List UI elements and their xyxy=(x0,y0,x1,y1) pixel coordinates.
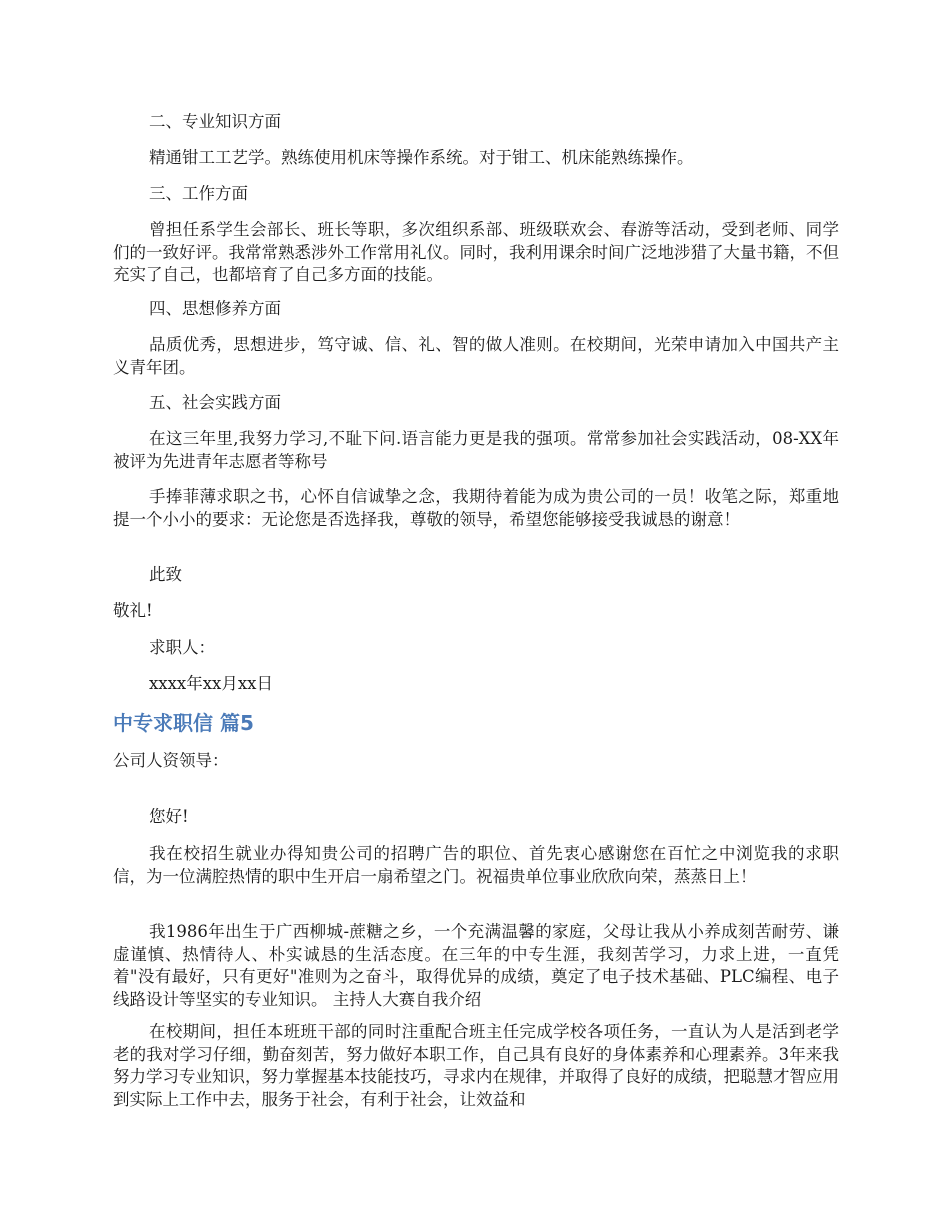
paragraph-school-period: 在校期间，担任本班班干部的同时注重配合班主任完成学校各项任务，一直认为人是活到老学老的我对学习仔细，勤奋刻苦，努力做好本职工作，自己具有良好的身体素养和心理素养。3年来我努力学习专业知识，努力掌握基本技能技巧，寻求内在规律，并取得了良好的成绩，把聪慧才智应用到实际上工作中去，服务于社会，有利于社会，让效益和 xyxy=(113,1022,839,1109)
paragraph-background: 我1986年出生于广西柳城-蔗糖之乡，一个充满温馨的家庭，父母让我从小养成刻苦耐劳、谦虚谨慎、热情待人、朴实诚恳的生活态度。在三年的中专生涯，我刻苦学习，力求上进，一直凭着"没有最好，只有更好"准则为之奋斗，取得优异的成绩，奠定了电子技术基础、PLC编程、电子线路设计等坚实的专业知识。 主持人大赛自我介绍 xyxy=(113,922,839,1009)
salutation-jingli: 敬礼! xyxy=(113,601,153,620)
date-line: xxxx年xx月xx日 xyxy=(149,674,273,693)
subheading-professional-knowledge: 二、专业知识方面 xyxy=(149,112,281,131)
paragraph-professional-knowledge: 精通钳工工艺学。熟练使用机床等操作系统。对于钳工、机床能熟练操作。 xyxy=(149,148,694,167)
subheading-social-practice: 五、社会实践方面 xyxy=(149,393,281,412)
paragraph-intro: 我在校招生就业办得知贵公司的招聘广告的职位、首先衷心感谢您在百忙之中浏览我的求职信，为一位满腔热情的职中生开启一扇希望之门。祝福贵单位事业欣欣向荣，蒸蒸日上！ xyxy=(113,844,839,886)
salutation-cizhi: 此致 xyxy=(149,565,182,584)
paragraph-closing: 手捧菲薄求职之书，心怀自信诚挚之念，我期待着能为成为贵公司的一员！收笔之际，郑重地提一个小小的要求：无论您是否选择我，尊敬的领导，希望您能够接受我诚恳的谢意！ xyxy=(113,487,839,529)
subheading-work: 三、工作方面 xyxy=(149,184,248,203)
applicant-label: 求职人： xyxy=(149,638,215,657)
subheading-ideology: 四、思想修养方面 xyxy=(149,299,281,318)
section-heading: 中专求职信 篇5 xyxy=(113,711,254,735)
greeting-line: 您好! xyxy=(149,807,189,826)
paragraph-work: 曾担任系学生会部长、班长等职，多次组织系部、班级联欢会、春游等活动，受到老师、同学们的一致好评。我常常熟悉涉外工作常用礼仪。同时，我利用课余时间广泛地涉猎了大量书籍，不但充实了自己，也都培育了自己多方面的技能。 xyxy=(113,220,839,284)
paragraph-social-practice: 在这三年里,我努力学习,不耻下问.语言能力更是我的强项。常常参加社会实践活动，08-XX年被评为先进青年志愿者等称号 xyxy=(113,429,839,471)
paragraph-ideology: 品质优秀，思想进步，笃守诚、信、礼、智的做人准则。在校期间，光荣申请加入中国共产主义青年团。 xyxy=(113,335,839,377)
recipient-line: 公司人资领导： xyxy=(113,751,229,770)
